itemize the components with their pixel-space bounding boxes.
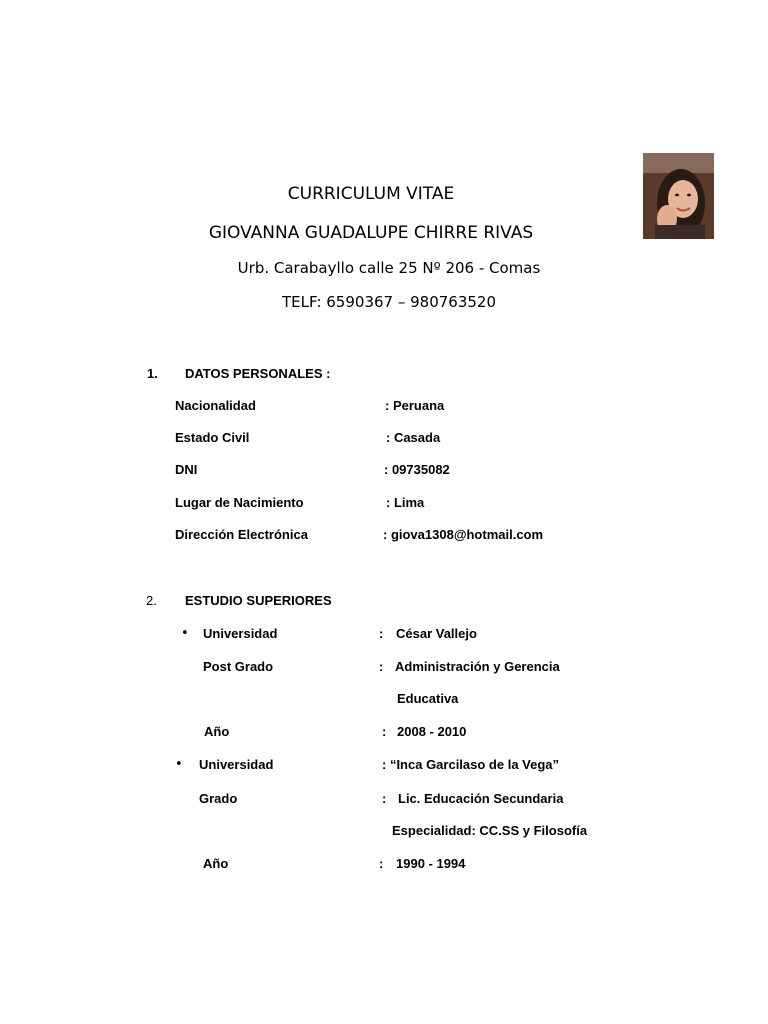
colon-universidad-1: : [379, 626, 384, 641]
portrait-image [643, 153, 714, 239]
section1-title: DATOS PERSONALES : [185, 366, 331, 381]
value-universidad-2: : “Inca Garcilaso de la Vega” [382, 757, 560, 772]
label-ano-2: Año [203, 856, 229, 871]
label-post-grado: Post Grado [203, 659, 274, 674]
label-ano-1: Año [204, 724, 230, 739]
label-universidad-1: Universidad [203, 626, 278, 641]
label-grado: Grado [199, 791, 238, 806]
value-lugar-nacimiento: : Lima [386, 495, 425, 510]
value-universidad-1: César Vallejo [396, 626, 477, 641]
value-post-grado: Administración y Gerencia [395, 659, 560, 674]
address-line: Urb. Carabayllo calle 25 Nº 206 - Comas [237, 259, 541, 277]
section2-title: ESTUDIO SUPERIORES [185, 593, 332, 608]
colon-ano-1: : [382, 724, 387, 739]
section2-number: 2. [146, 593, 157, 608]
label-nacionalidad: Nacionalidad [175, 398, 256, 413]
value-ano-1: 2008 - 2010 [397, 724, 467, 739]
colon-grado: : [382, 791, 387, 806]
colon-post-grado: : [379, 659, 384, 674]
value-post-grado-line2: Educativa [397, 691, 459, 706]
value-dni: : 09735082 [384, 462, 450, 477]
bullet-icon: • [181, 626, 189, 641]
label-lugar-nacimiento: Lugar de Nacimiento [175, 495, 304, 510]
phone-line: TELF: 6590367 – 980763520 [281, 293, 496, 311]
value-email: : giova1308@hotmail.com [383, 527, 544, 542]
document-title: CURRICULUM VITAE [287, 184, 455, 204]
value-nacionalidad: : Peruana [385, 398, 445, 413]
profile-photo [643, 153, 714, 239]
value-grado: Lic. Educación Secundaria [398, 791, 564, 806]
value-especialidad: Especialidad: CC.SS y Filosofía [392, 823, 588, 838]
label-dni: DNI [175, 462, 198, 477]
label-direccion-electronica: Dirección Electrónica [175, 527, 308, 542]
label-estado-civil: Estado Civil [175, 430, 250, 445]
colon-ano-2: : [379, 856, 384, 871]
person-name: GIOVANNA GUADALUPE CHIRRE RIVAS [208, 223, 534, 243]
value-ano-2: 1990 - 1994 [396, 856, 466, 871]
label-universidad-2: Universidad [199, 757, 274, 772]
bullet-icon: • [175, 757, 183, 772]
section1-number: 1. [147, 366, 158, 381]
value-estado-civil: : Casada [386, 430, 441, 445]
